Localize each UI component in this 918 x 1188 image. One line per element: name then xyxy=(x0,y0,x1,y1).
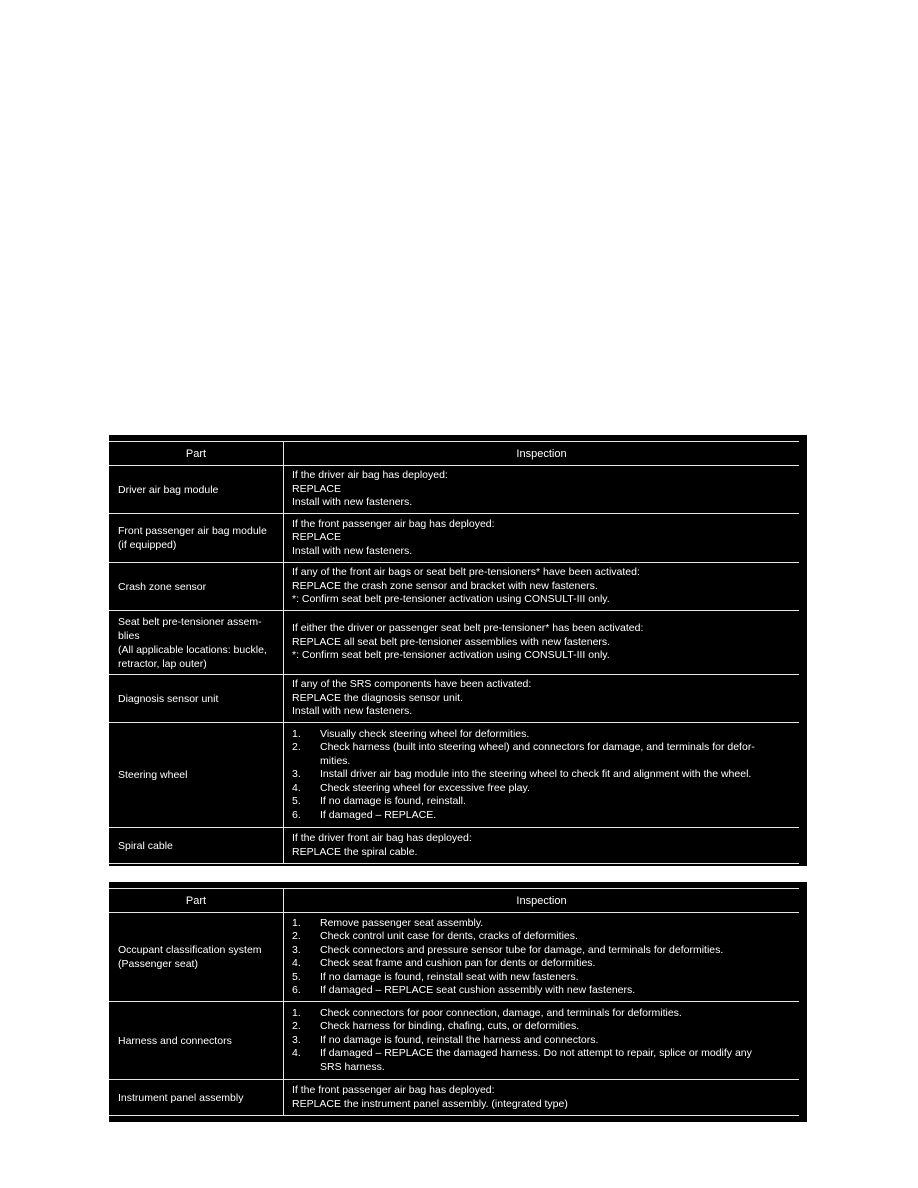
inspection-step xyxy=(292,1020,791,1034)
inspection-table-1 xyxy=(109,435,807,866)
part-cell xyxy=(109,466,284,513)
inspection-step xyxy=(292,930,791,944)
step-number: 3. xyxy=(292,943,301,956)
step-text xyxy=(320,971,791,985)
part-text: Spiral cable xyxy=(118,839,173,852)
part-text: Driver air bag module xyxy=(118,483,219,496)
inspection-cell xyxy=(284,828,799,863)
inspection-table-2 xyxy=(109,882,807,1122)
step-number: 5. xyxy=(292,970,301,983)
part-cell xyxy=(109,514,284,562)
part-cell xyxy=(109,1002,284,1079)
part-text: Crash zone sensor xyxy=(118,580,207,593)
part-text: Front passenger air bag module xyxy=(118,525,267,537)
inspection-text: If the driver air bag has deployed: xyxy=(292,469,448,482)
inspection-text: REPLACE the instrument panel assembly. (integrated type) xyxy=(292,1097,568,1110)
part-text: Seat belt pre-tensioner assem- xyxy=(118,615,262,628)
step-number: 4. xyxy=(292,781,301,794)
table-row xyxy=(109,563,799,611)
step-text-line: mities. xyxy=(320,754,351,767)
step-number: 3. xyxy=(292,768,301,781)
step-text-line: Check control unit case for dents, cracks of deformities. xyxy=(320,930,578,942)
inspection-step xyxy=(292,917,791,931)
step-number: 4. xyxy=(292,1047,301,1060)
inspection-text: REPLACE the diagnosis sensor unit. xyxy=(292,691,464,704)
part-text: Harness and connectors xyxy=(118,1034,232,1047)
step-text-line: Check harness (built into steering wheel) and connectors for damage, and terminals for defor- xyxy=(320,741,755,754)
inspection-step xyxy=(292,1007,791,1021)
inspection-cell xyxy=(284,675,799,722)
step-number: 6. xyxy=(292,808,301,821)
step-text xyxy=(320,1047,791,1074)
part-cell xyxy=(109,1080,284,1115)
step-number: 1. xyxy=(292,727,301,740)
step-text xyxy=(320,957,791,971)
inspection-step xyxy=(292,768,791,782)
step-number: 2. xyxy=(292,741,301,754)
inspection-cell xyxy=(284,563,799,610)
inspection-text: Install with new fasteners. xyxy=(292,496,413,509)
inspection-text: If any of the front air bags or seat belt pre-tensioners* have been activated: xyxy=(292,566,640,579)
step-text xyxy=(320,944,791,958)
header-part: Part xyxy=(109,442,284,465)
part-text: Instrument panel assembly xyxy=(118,1091,244,1104)
part-text: Occupant classification system xyxy=(118,944,262,956)
header-inspection: Inspection xyxy=(516,894,567,907)
inspection-step xyxy=(292,971,791,985)
table-row xyxy=(109,1080,799,1116)
header-inspection: Inspection xyxy=(516,447,567,460)
inspection-text: If the driver front air bag has deployed: xyxy=(292,832,472,844)
step-text xyxy=(320,768,791,782)
inspection-text: REPLACE xyxy=(292,482,342,495)
step-text xyxy=(320,741,791,768)
part-cell xyxy=(109,675,284,722)
table-row xyxy=(109,1002,799,1080)
inspection-cell xyxy=(284,1080,799,1115)
part-cell xyxy=(109,611,284,674)
table-row xyxy=(109,828,799,864)
part-text: (Passenger seat) xyxy=(118,958,198,970)
inspection-step xyxy=(292,809,791,823)
step-number: 6. xyxy=(292,984,301,996)
part-cell xyxy=(109,913,284,1001)
inspection-text: If either the driver or passenger seat belt pre-tensioner* has been activated: xyxy=(292,622,644,635)
inspection-text: *: Confirm seat belt pre-tensioner activation using CONSULT-III only. xyxy=(292,593,610,606)
step-text-line: If no damage is found, reinstall the harness and connectors. xyxy=(320,1033,599,1046)
inspection-text: Install with new fasteners. xyxy=(292,705,413,718)
table-row xyxy=(109,723,799,828)
step-text-line: Check seat frame and cushion pan for dents or deformities. xyxy=(320,957,596,969)
inspection-cell xyxy=(284,466,799,513)
table-header xyxy=(109,888,799,913)
table-header xyxy=(109,441,799,466)
inspection-cell xyxy=(284,723,799,827)
step-text-line: If no damage is found, reinstall seat with new fasteners. xyxy=(320,970,579,983)
step-number: 2. xyxy=(292,930,301,942)
inspection-text: REPLACE xyxy=(292,531,342,544)
inspection-text: If any of the SRS components have been activated: xyxy=(292,678,532,691)
inspection-text: If the front passenger air bag has deployed: xyxy=(292,517,495,530)
inspection-text: REPLACE all seat belt pre-tensioner assemblies with new fasteners. xyxy=(292,635,611,648)
inspection-step xyxy=(292,741,791,768)
inspection-step xyxy=(292,944,791,958)
inspection-cell xyxy=(284,913,799,1001)
inspection-step xyxy=(292,795,791,809)
part-text: Diagnosis sensor unit xyxy=(118,692,219,705)
header-part: Part xyxy=(109,889,284,912)
inspection-step xyxy=(292,1047,791,1074)
step-number: 1. xyxy=(292,916,301,929)
part-text: retractor, lap outer) xyxy=(118,657,207,670)
inspection-step xyxy=(292,728,791,742)
inspection-step xyxy=(292,1034,791,1048)
step-text xyxy=(320,930,791,944)
step-text xyxy=(320,728,791,742)
step-text-line: Check connectors and pressure sensor tube for damage, and terminals for deformities. xyxy=(320,943,724,956)
step-text-line: Check connectors for poor connection, damage, and terminals for deformities. xyxy=(320,1006,682,1019)
part-cell xyxy=(109,563,284,610)
step-text xyxy=(320,782,791,796)
inspection-text: REPLACE the spiral cable. xyxy=(292,845,418,858)
step-text-line: SRS harness. xyxy=(320,1060,385,1073)
inspection-step xyxy=(292,957,791,971)
part-cell xyxy=(109,723,284,827)
step-number: 3. xyxy=(292,1033,301,1046)
inspection-step xyxy=(292,984,791,998)
inspection-text: *: Confirm seat belt pre-tensioner activation using CONSULT-III only. xyxy=(292,649,610,662)
step-text-line: If no damage is found, reinstall. xyxy=(320,795,466,808)
part-text: (All applicable locations: buckle, xyxy=(118,643,267,656)
step-text xyxy=(320,1007,791,1021)
inspection-text: Install with new fasteners. xyxy=(292,544,413,557)
part-text: blies xyxy=(118,629,140,642)
step-number: 1. xyxy=(292,1006,301,1019)
inspection-text: If the front passenger air bag has deployed: xyxy=(292,1084,495,1096)
inspection-cell xyxy=(284,514,799,562)
step-number: 4. xyxy=(292,957,301,969)
step-number: 5. xyxy=(292,795,301,808)
inspection-step xyxy=(292,782,791,796)
step-text-line: If damaged – REPLACE seat cushion assembly with new fasteners. xyxy=(320,984,636,996)
table-row xyxy=(109,913,799,1002)
step-text-line: Visually check steering wheel for deformities. xyxy=(320,727,530,740)
step-text-line: Remove passenger seat assembly. xyxy=(320,916,484,929)
step-text-line: Install driver air bag module into the steering wheel to check fit and alignment with the wheel. xyxy=(320,768,752,781)
inspection-cell xyxy=(284,611,799,674)
inspection-text: REPLACE the crash zone sensor and bracket with new fasteners. xyxy=(292,579,598,592)
step-text xyxy=(320,809,791,823)
step-text xyxy=(320,1020,791,1034)
table-row xyxy=(109,466,799,514)
step-text-line: Check harness for binding, chafing, cuts, or deformities. xyxy=(320,1020,580,1033)
part-cell xyxy=(109,828,284,863)
step-text xyxy=(320,1034,791,1048)
table-row xyxy=(109,611,799,675)
table-row xyxy=(109,675,799,723)
inspection-cell xyxy=(284,1002,799,1079)
step-text-line: If damaged – REPLACE. xyxy=(320,808,437,821)
part-text: (if equipped) xyxy=(118,539,177,551)
step-text xyxy=(320,984,791,998)
step-text-line: Check steering wheel for excessive free play. xyxy=(320,781,530,794)
step-text-line: If damaged – REPLACE the damaged harness. Do not attempt to repair, splice or modify any xyxy=(320,1047,752,1060)
step-text xyxy=(320,795,791,809)
table-row xyxy=(109,514,799,563)
step-number: 2. xyxy=(292,1020,301,1033)
step-text xyxy=(320,917,791,931)
part-text: Steering wheel xyxy=(118,769,188,781)
